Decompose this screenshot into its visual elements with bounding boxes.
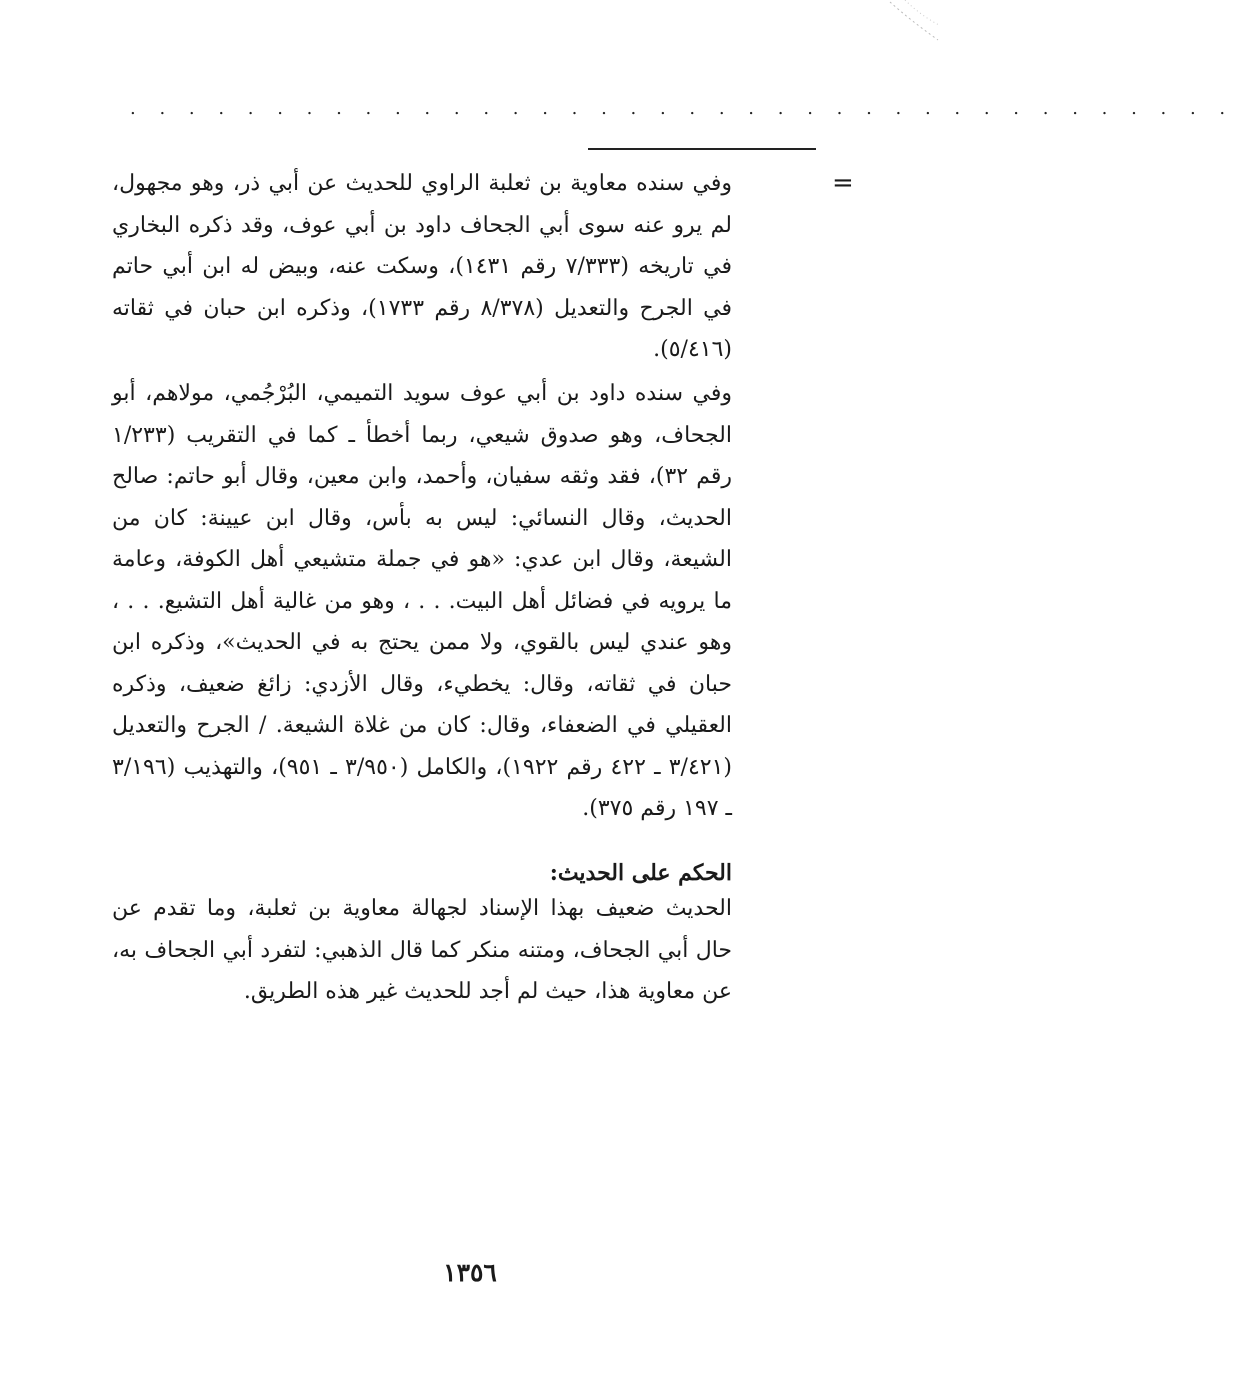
ruling-paragraph: الحديث ضعيف بهذا الإسناد لجهالة معاوية بن ثعلبة، وما تقدم عن حال أبي الجحاف، ومتنه منكر كما قال الذهبي: لتفرد أبي الجحاف به، عن معاوية هذا، حيث لم أجد للحديث غير هذه الطريق. (112, 896, 732, 1004)
footnote-paragraph-1: وفي سنده معاوية بن ثعلبة الراوي للحديث عن أبي ذر، وهو مجهول، لم يرو عنه سوى أبي الجحاف داود بن أبي عوف، وقد ذكره البخاري في تاريخه (٧/٣٣٣ رقم ١٤٣١)، وسكت عنه، وبيض له ابن أبي حاتم في الجرح والتعديل (٨/٣٧٨ رقم ١٧٣٣)، وذكره ابن حبان في ثقاته (٥/٤١٦). (112, 171, 733, 362)
page-number: ١٣٥٦ (443, 1258, 497, 1287)
footnote-rule (588, 148, 816, 150)
scan-corner-artifact (850, 0, 940, 70)
ruling-heading: الحكم على الحديث: (549, 860, 732, 886)
dotted-separator: . . . . . . . . . . . . . . . . . . . . . . . . . . . . . . . . . . . . . . (130, 98, 1234, 119)
footnote-paragraph-2: وفي سنده داود بن أبي عوف سويد التميمي، البُرْجُمي، مولاهم، أبو الجحاف، وهو صدوق شيعي، ربما أخطأ ـ كما في التقريب (١/٢٣٣ رقم ٣٢)، فقد وثقه سفيان، وأحمد، وابن معين، وقال أبو حاتم: صالح الحديث، وقال النسائي: ليس به بأس، وقال ابن عيينة: كان من الشيعة، وقال ابن عدي: «هو في جملة متشيعي أهل الكوفة، وعامة ما يرويه في فضائل أهل البيت. . . ، وهو من غالية أهل التشيع. . . ، وهو عندي ليس بالقوي، ولا ممن يحتج به في الحديث»، وذكره ابن حبان في ثقاته، وقال: يخطيء، وقال الأزدي: زائغ ضعيف، وذكره العقيلي في الضعفاء، وقال: كان من غلاة الشيعة. / الجرح والتعديل (٣/٤٢١ ـ ٤٢٢ رقم ١٩٢٢)، والكامل (٣/٩٥٠ ـ ٩٥١)، والتهذيب (٣/١٩٦ ـ ١٩٧ رقم ٣٧٥). (112, 381, 733, 821)
continuation-mark: = (832, 168, 854, 198)
